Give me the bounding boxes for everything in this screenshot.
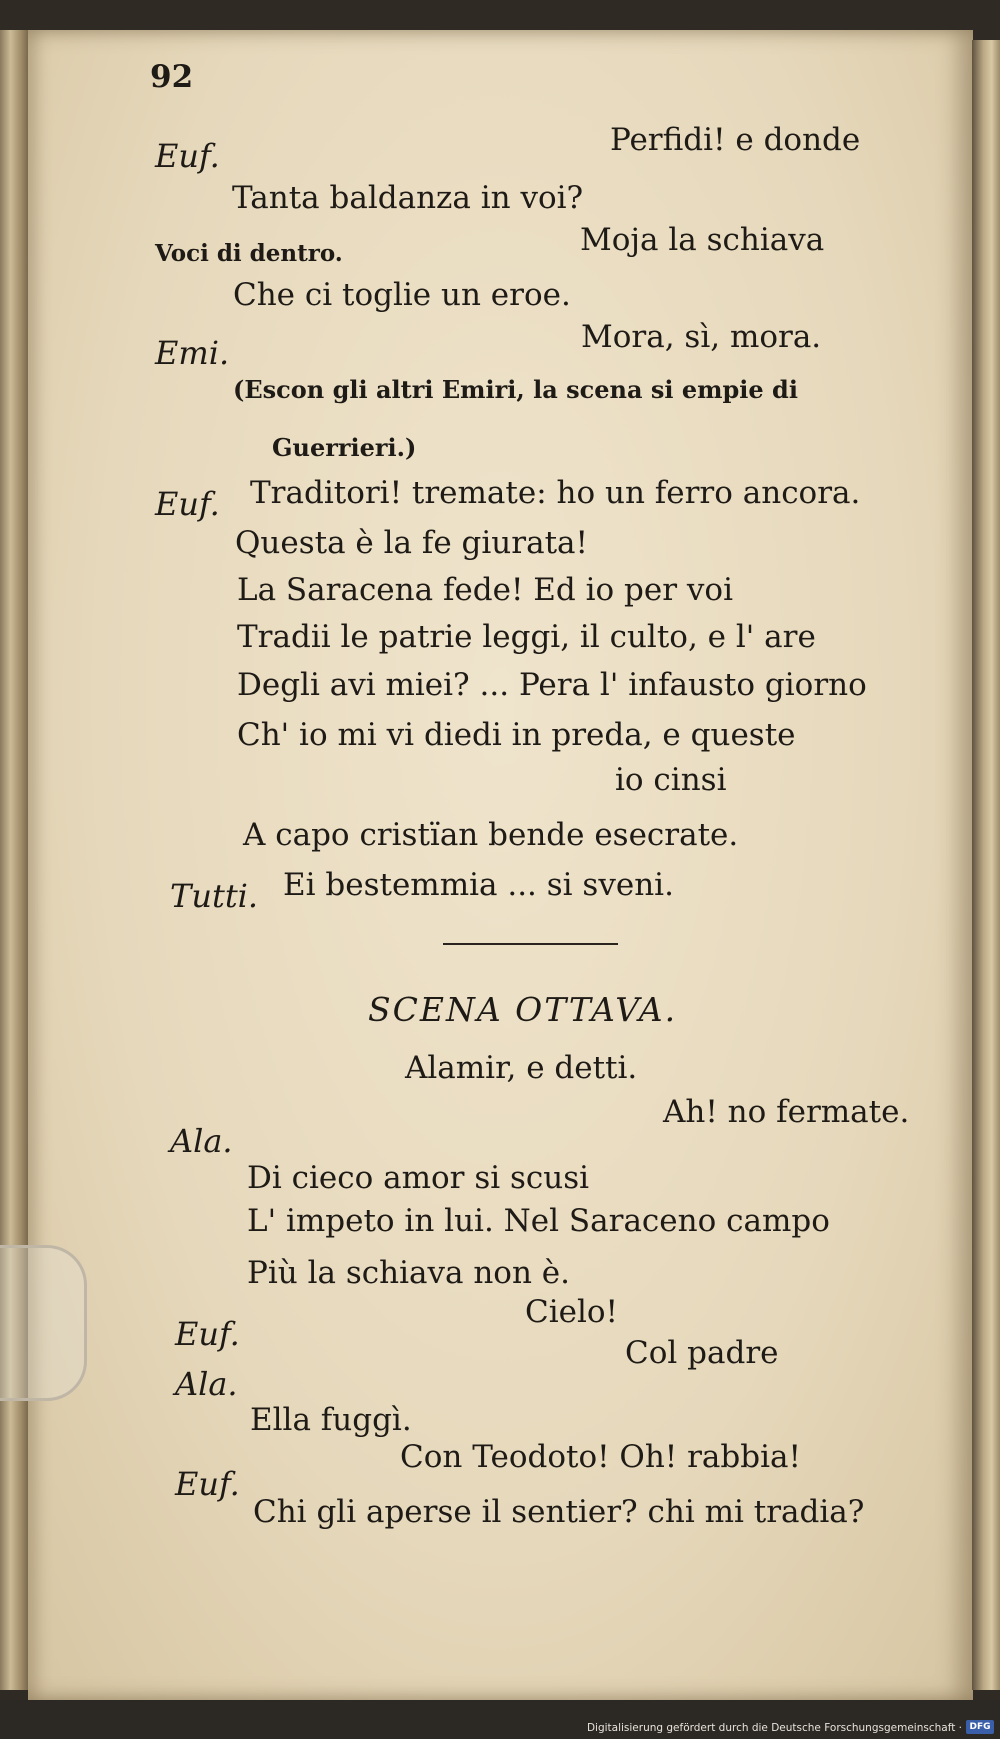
page-number: 92 [150,59,194,95]
verse-line: Di cieco amor si scusi [247,1160,590,1196]
book-left-edge [0,30,31,1690]
stage-direction: (Escon gli altri Emiri, la scena si empie di [233,375,798,404]
verse-line: Ch' io mi vi diedi in preda, e queste [237,717,796,753]
verse-line: Con Teodoto! Oh! rabbia! [400,1439,801,1475]
page-clip [0,1245,87,1401]
verse-line: Col padre [625,1335,779,1371]
speaker-label: Emi. [155,334,230,372]
stage-direction: Guerrieri.) [272,433,417,462]
digitization-credit: Digitalisierung gefördert durch die Deutsche Forschungsgemeinschaft · [586,1722,962,1734]
verse-line: Tanta baldanza in voi? [232,180,584,216]
verse-line: Moja la schiava [580,222,825,258]
verse-line: Ah! no fermate. [663,1094,910,1130]
speaker-label: Euf. [155,485,220,523]
verse-line: Degli avi miei? ... Pera l' infausto giorno [237,667,867,703]
verse-line: Perfidi! e donde [610,122,861,158]
scene-divider [443,943,618,945]
verse-line: Questa è la fe giurata! [235,525,588,561]
speaker-label: Ala. [170,1122,233,1160]
speaker-label: Tutti. [170,877,259,915]
speaker-label: Ala. [175,1365,238,1403]
scene-cast: Alamir, e detti. [405,1050,638,1086]
verse-line: A capo cristïan bende esecrate. [243,817,739,853]
verse-line: Chi gli aperse il sentier? chi mi tradia? [253,1494,865,1530]
verse-line: io cinsi [615,762,727,798]
verse-line: Più la schiava non è. [247,1255,570,1291]
verse-line: Che ci toglie un eroe. [233,277,571,313]
speaker-label: Euf. [175,1465,240,1503]
speaker-label: Euf. [155,137,220,175]
verse-line: Tradii le patrie leggi, il culto, e l' are [237,619,816,655]
scene-heading: SCENA OTTAVA. [368,990,678,1029]
speaker-label: Euf. [175,1315,240,1353]
verse-line: Traditori! tremate: ho un ferro ancora. [250,475,861,511]
verse-line: Ella fuggì. [250,1402,412,1438]
dfg-logo: DFG [966,1720,994,1734]
verse-line: Ei bestemmia ... si sveni. [283,867,674,903]
speaker-label: Voci di dentro. [155,240,343,267]
verse-line: Mora, sì, mora. [581,319,822,355]
verse-line: L' impeto in lui. Nel Saraceno campo [247,1203,830,1239]
book-right-edge [972,40,1000,1690]
verse-line: La Saracena fede! Ed io per voi [237,572,733,608]
verse-line: Cielo! [525,1294,619,1330]
